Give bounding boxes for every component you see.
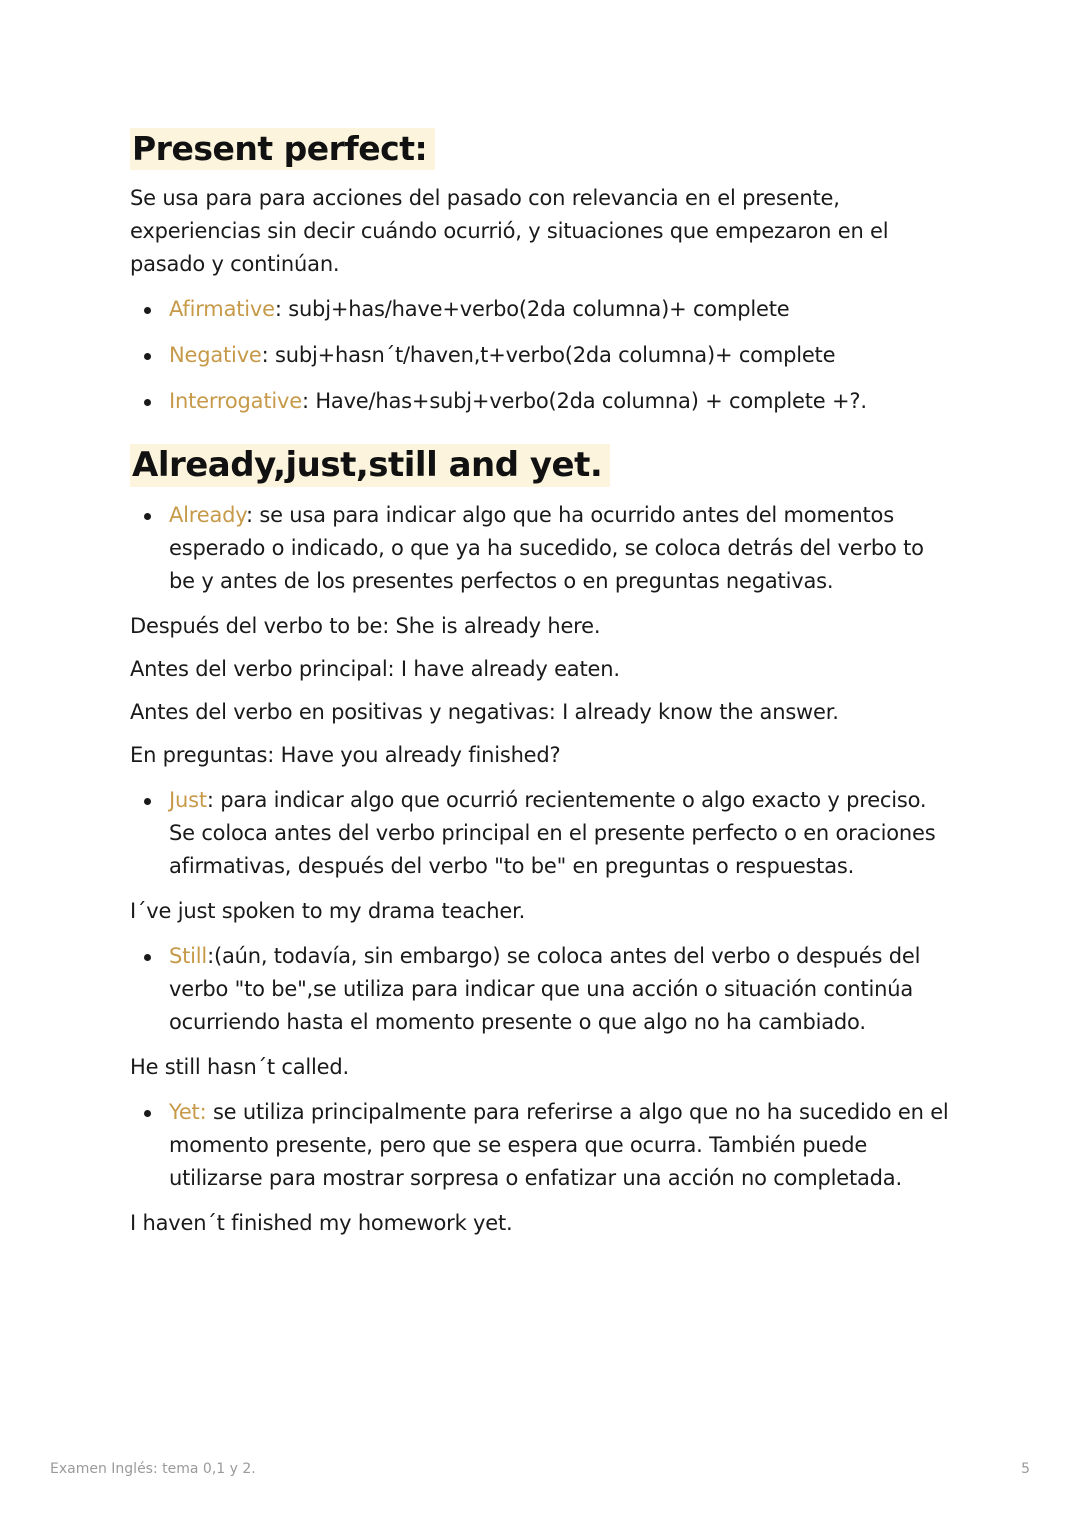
keyword: Just	[169, 788, 207, 813]
bullet-icon	[144, 513, 151, 520]
list-item-text: : Have/has+subj+verbo(2da columna) + complete +?.	[301, 388, 867, 413]
keyword: Negative	[169, 342, 262, 367]
list-item-yet	[130, 1096, 950, 1195]
already-list	[130, 499, 950, 598]
keyword: Interrogative	[169, 388, 302, 413]
bullet-icon	[144, 954, 151, 961]
just-list	[130, 784, 950, 883]
yet-list	[130, 1096, 950, 1195]
yet-example: I haven´t finished my homework yet.	[130, 1211, 513, 1236]
still-example: He still hasn´t called.	[130, 1055, 349, 1080]
keyword: Still	[169, 944, 208, 969]
footer-document-title: Examen Inglés: tema 0,1 y 2.	[50, 1461, 256, 1477]
list-item-negative	[130, 339, 950, 372]
list-item-just	[130, 784, 950, 883]
bullet-icon	[144, 399, 151, 406]
heading-already-just-still-yet: Already,just,still and yet.	[130, 444, 610, 487]
just-example: I´ve just spoken to my drama teacher.	[130, 899, 526, 924]
list-item-already	[130, 499, 950, 598]
bullet-icon	[144, 1110, 151, 1117]
keyword: Yet:	[169, 1100, 207, 1125]
list-item-text: se utiliza principalmente para referirse a algo que no ha sucedido en el momento presente, pero que se espera que ocurra. También puede utilizarse para mostrar sorpresa o enfatizar una acción no completada.	[169, 1100, 949, 1191]
bullet-icon	[144, 307, 151, 314]
present-perfect-forms-list	[130, 293, 950, 418]
already-example-4: En preguntas: Have you already finished?	[130, 743, 561, 768]
already-example-3: Antes del verbo en positivas y negativas: I already know the answer.	[130, 700, 839, 725]
list-item-still	[130, 940, 950, 1039]
present-perfect-intro: Se usa para para acciones del pasado con relevancia en el presente, experiencias sin decir cuándo ocurrió, y situaciones que empezaron en el pasado y continúan.	[130, 185, 889, 276]
keyword: Afirmative	[169, 296, 275, 321]
list-item-text: : subj+has/have+verbo(2da columna)+ complete	[274, 296, 790, 321]
heading-present-perfect: Present perfect:	[130, 128, 435, 170]
footer-page-number: 5	[1021, 1461, 1030, 1477]
list-item-text: :(aún, todavía, sin embargo) se coloca antes del verbo o después del verbo "to be",se utiliza para indicar que una acción o situación continúa ocurriendo hasta el momento presente o que algo no ha cambiado.	[169, 944, 921, 1035]
list-item-text: : subj+hasn´t/haven,t+verbo(2da columna)+ complete	[261, 342, 836, 367]
list-item-afirmative	[130, 293, 950, 326]
already-example-2: Antes del verbo principal: I have already eaten.	[130, 657, 620, 682]
keyword: Already	[169, 503, 246, 528]
bullet-icon	[144, 798, 151, 805]
bullet-icon	[144, 353, 151, 360]
still-list	[130, 940, 950, 1039]
document-body	[130, 128, 950, 1240]
list-item-text: : se usa para indicar algo que ha ocurrido antes del momentos esperado o indicado, o que ya ha sucedido, se coloca detrás del verbo to be y antes de los presentes perfectos o en preguntas negativas.	[169, 503, 924, 594]
already-example-1: Después del verbo to be: She is already here.	[130, 614, 601, 639]
list-item-text: : para indicar algo que ocurrió recientemente o algo exacto y preciso. Se coloca antes del verbo principal en el presente perfecto o en oraciones afirmativas, después del verbo "to be" en preguntas o respuestas.	[169, 788, 936, 879]
list-item-interrogative	[130, 385, 950, 418]
